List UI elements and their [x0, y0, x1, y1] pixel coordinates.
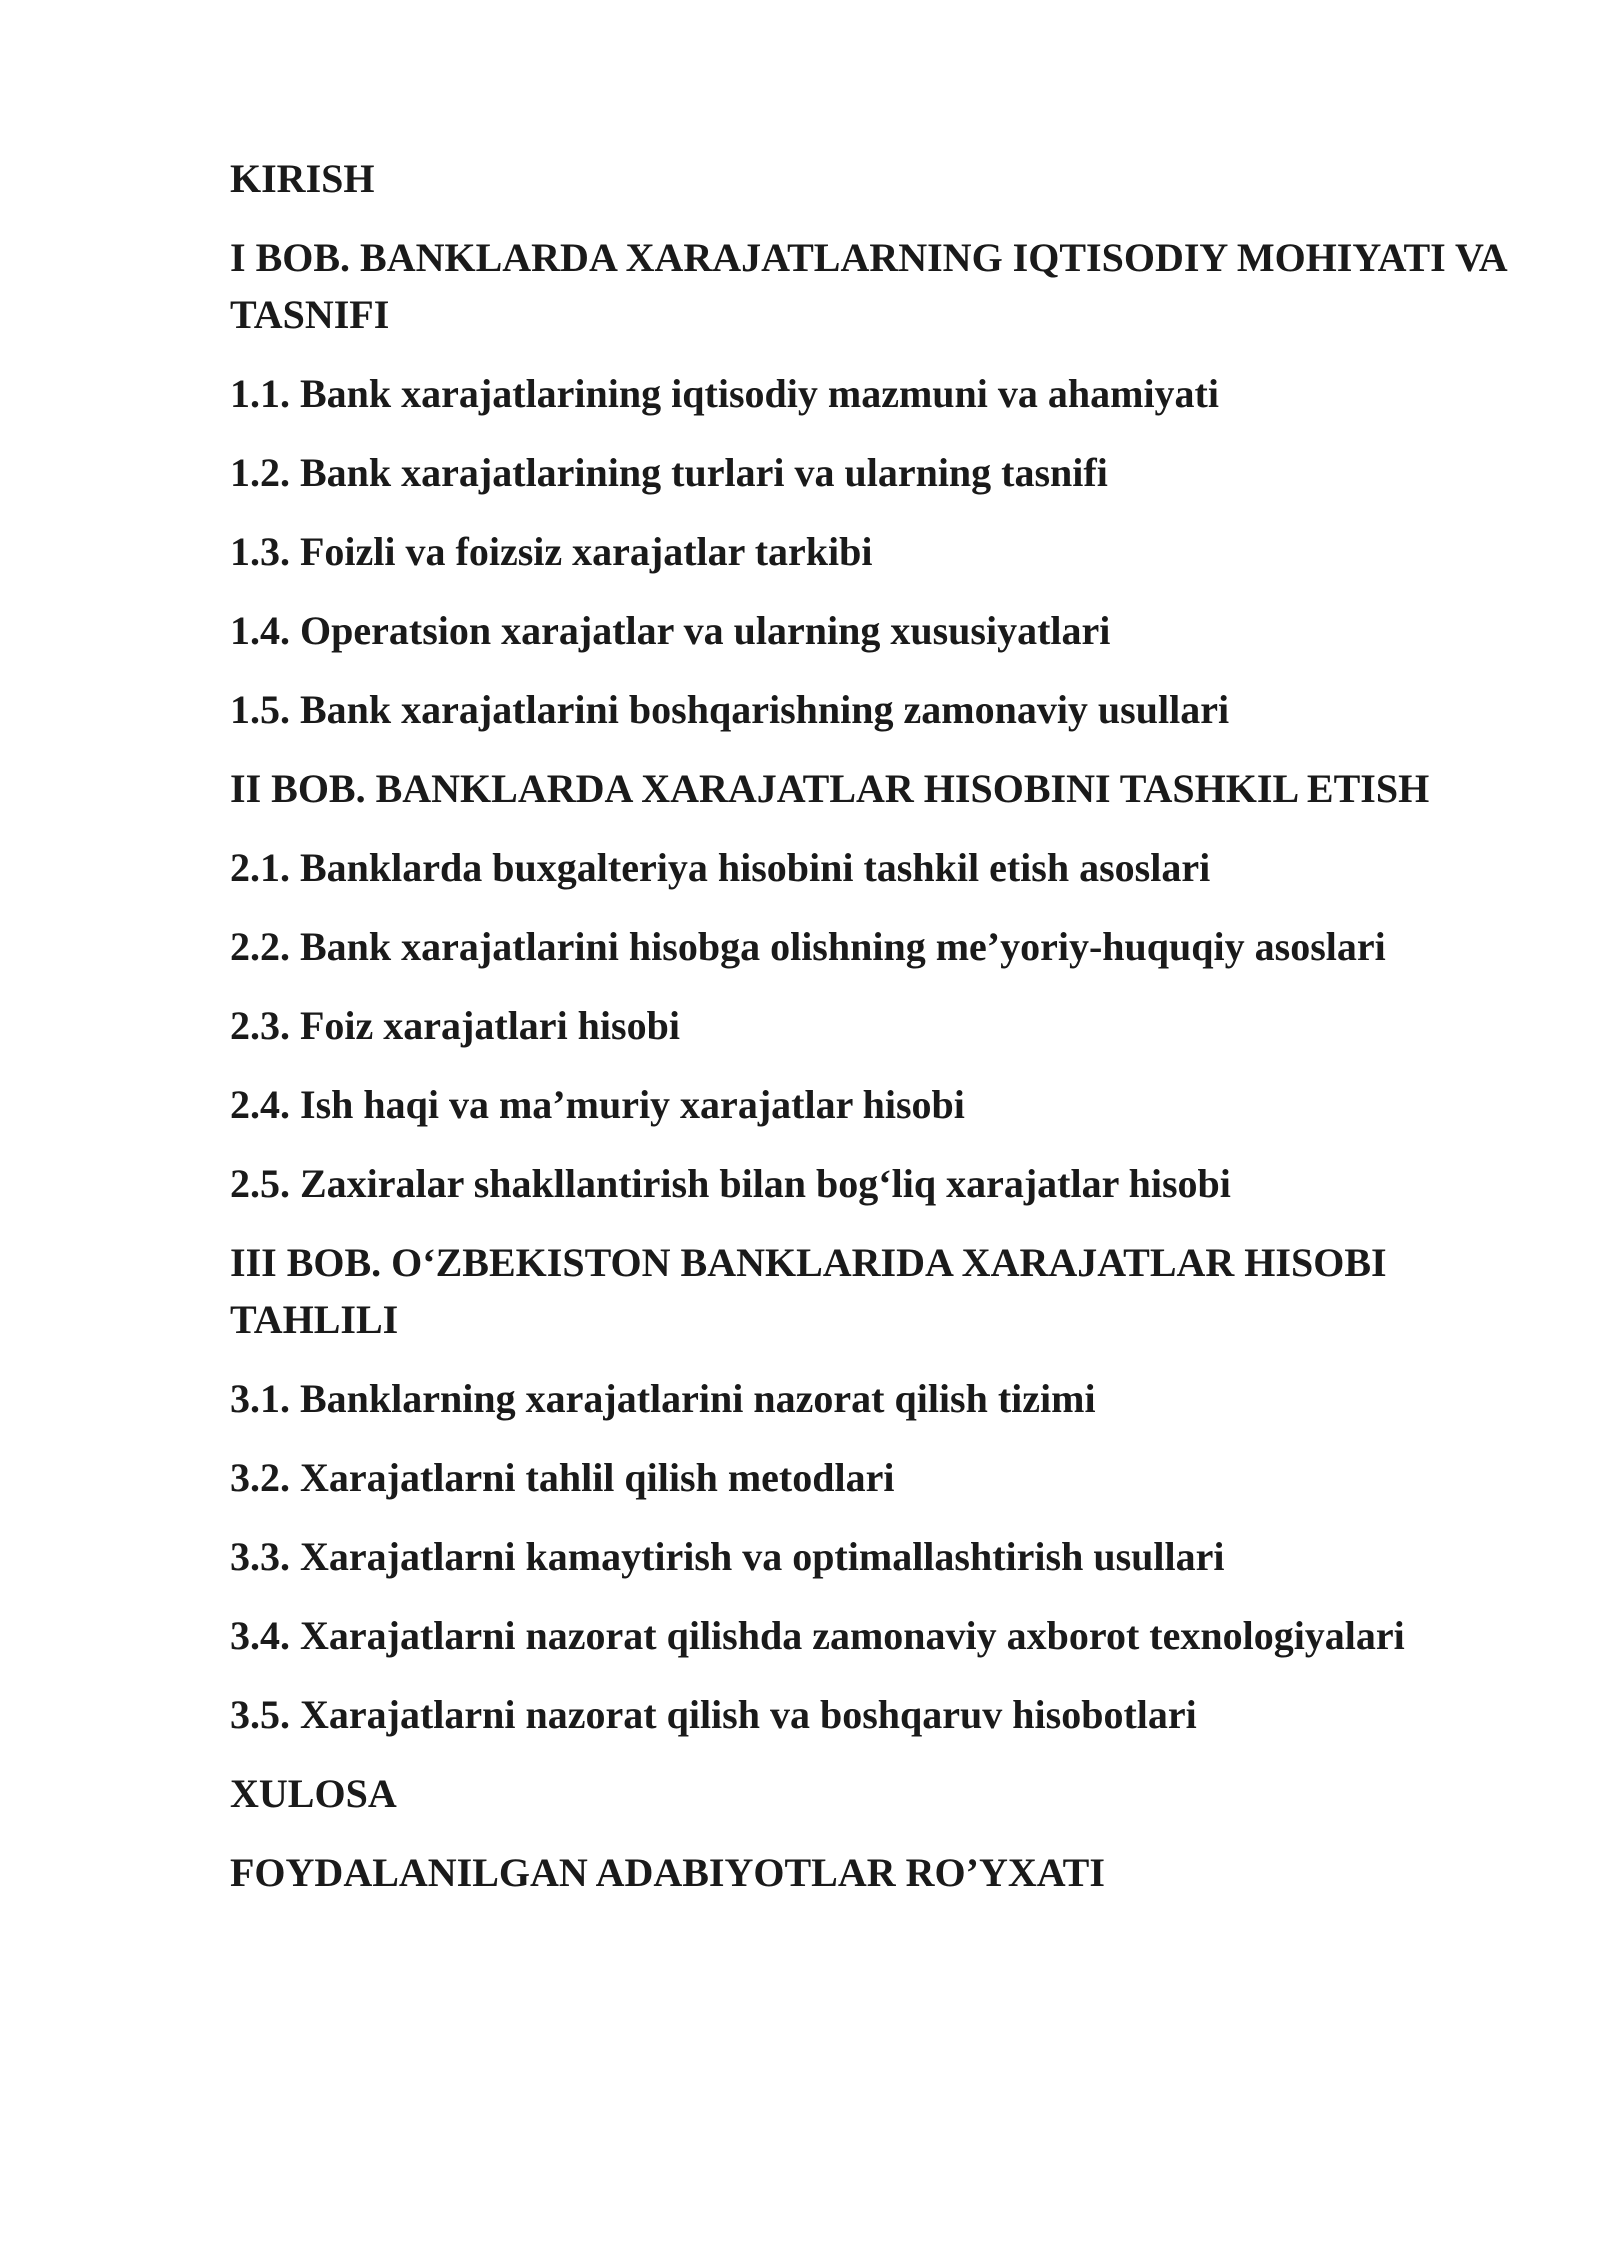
- toc-entry-introduction: KIRISH: [230, 156, 375, 201]
- toc-section-2-2: 2.2. Bank xarajatlarini hisobga olishning me’yoriy-huquqiy asoslari: [230, 924, 1386, 969]
- toc-section-1-5: 1.5. Bank xarajatlarini boshqarishning zamonaviy usullari: [230, 687, 1230, 732]
- toc-section-1-3: 1.3. Foizli va foizsiz xarajatlar tarkibi: [230, 529, 873, 574]
- toc-chapter-2-heading: II BOB. BANKLARDA XARAJATLAR HISOBINI TASHKIL ETISH: [230, 766, 1430, 811]
- toc-section-1-4: 1.4. Operatsion xarajatlar va ularning xususiyatlari: [230, 608, 1111, 653]
- toc-section-3-5: 3.5. Xarajatlarni nazorat qilish va boshqaruv hisobotlari: [230, 1692, 1197, 1737]
- toc-section-2-4: 2.4. Ish haqi va ma’muriy xarajatlar hisobi: [230, 1082, 965, 1127]
- toc-section-1-2: 1.2. Bank xarajatlarining turlari va ularning tasnifi: [230, 450, 1108, 495]
- table-of-contents: [230, 150, 1530, 1923]
- toc-section-3-2: 3.2. Xarajatlarni tahlil qilish metodlari: [230, 1455, 895, 1500]
- toc-section-3-1: 3.1. Banklarning xarajatlarini nazorat qilish tizimi: [230, 1376, 1096, 1421]
- toc-chapter-3-heading: III BOB. O‘ZBEKISTON BANKLARIDA XARAJATLAR HISOBI TAHLILI: [230, 1240, 1387, 1342]
- toc-section-3-4: 3.4. Xarajatlarni nazorat qilishda zamonaviy axborot texnologiyalari: [230, 1613, 1405, 1658]
- toc-entry-references: FOYDALANILGAN ADABIYOTLAR RO’YXATI: [230, 1850, 1105, 1895]
- toc-chapter-1-heading: I BOB. BANKLARDA XARAJATLARNING IQTISODIY MOHIYATI VA TASNIFI: [230, 235, 1506, 337]
- toc-section-3-3: 3.3. Xarajatlarni kamaytirish va optimallashtirish usullari: [230, 1534, 1225, 1579]
- toc-section-2-3: 2.3. Foiz xarajatlari hisobi: [230, 1003, 680, 1048]
- toc-section-2-5: 2.5. Zaxiralar shakllantirish bilan bog‘liq xarajatlar hisobi: [230, 1161, 1231, 1206]
- toc-section-2-1: 2.1. Banklarda buxgalteriya hisobini tashkil etish asoslari: [230, 845, 1211, 890]
- toc-section-1-1: 1.1. Bank xarajatlarining iqtisodiy mazmuni va ahamiyati: [230, 371, 1219, 416]
- toc-entry-conclusion: XULOSA: [230, 1771, 397, 1816]
